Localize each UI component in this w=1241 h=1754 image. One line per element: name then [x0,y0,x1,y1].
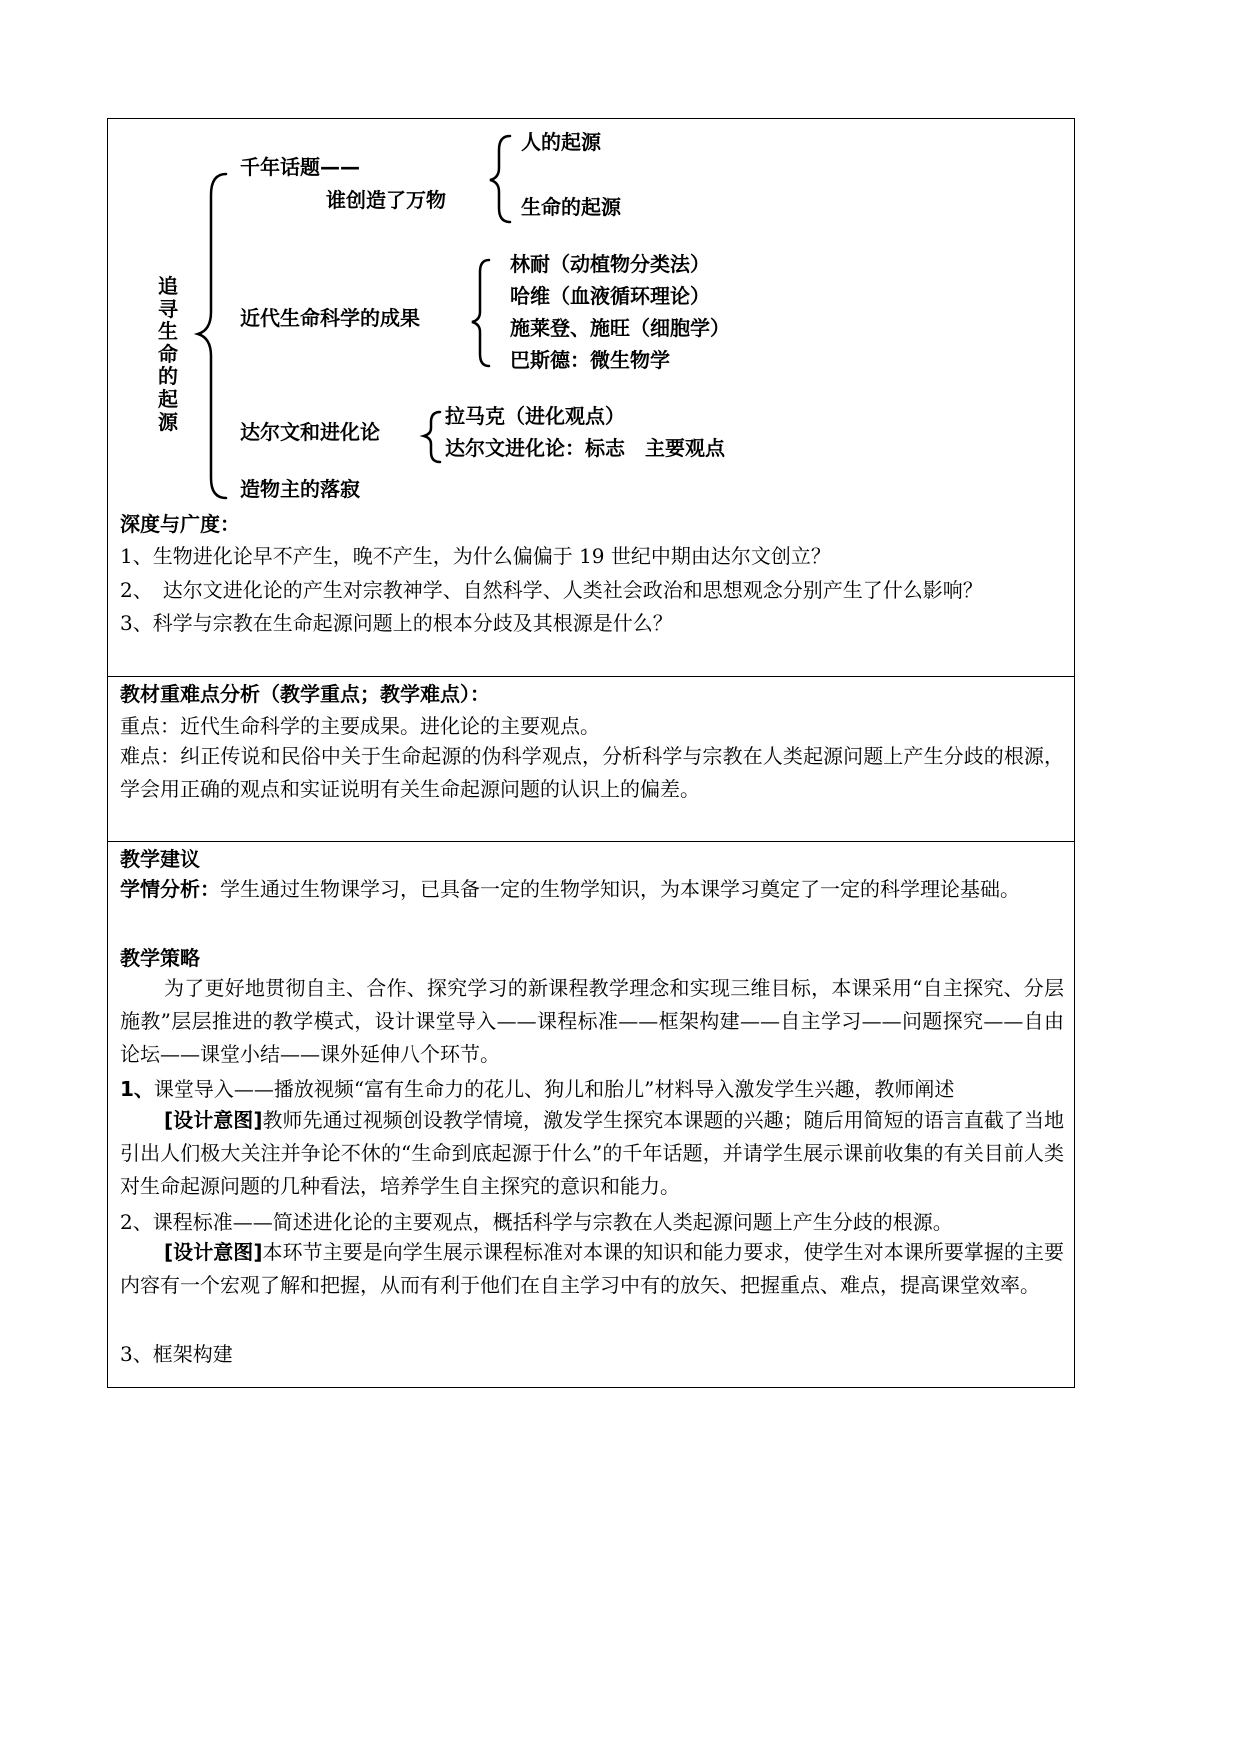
analysis-heading: 教材重难点分析（教学重点；教学难点）： [120,682,490,706]
design-label-1: [设计意图] [164,1108,263,1132]
branch1-item-1: 人的起源 [521,130,601,154]
branch3-item-1: 拉马克（进化观点） [445,404,625,428]
strategy-heading: 教学策略 [120,946,200,970]
suggestions-heading: 教学建议 [120,847,200,871]
design-text-2: 本环节主要是向学生展示课程标准对本课的知识和能力要求，使学生对本课所要掌握的主要内容有一个宏观了解和把握，从而有利于他们在自主学习中有的放矢、把握重点、难点，提高课堂效率。 [120,1240,1065,1297]
mindmap-root: 追寻生命的起源 [158,274,178,434]
situation-analysis [120,873,1064,906]
design-text-1: 教师先通过视频创设教学情境，激发学生探究本课题的兴趣；随后用简短的语言直截了当地引出人们极大关注并争论不休的“生命到底起源于什么”的千年话题，并请学生展示课前收集的有关目前人类对生命起源问题的几种看法，培养学生自主探究的意识和能力。 [120,1108,1065,1198]
branch3-item-2: 达尔文进化论：标志 主要观点 [445,436,725,460]
design-intent-2 [120,1236,1064,1302]
depth-item-3: 3、科学与宗教在生命起源问题上的根本分歧及其根源是什么？ [120,611,673,635]
analysis-difficult-point: 难点：纠正传说和民俗中关于生命起源的伪科学观点，分析科学与宗教在人类起源问题上产生分歧的根源，学会用正确的观点和实证说明有关生命起源问题的认识上的偏差。 [120,744,1064,801]
branch1-line2: 谁创造了万物 [326,188,446,212]
step-1-number: 1、 [120,1077,154,1101]
depth-item-1: 1、生物进化论早不产生，晚不产生，为什么偏偏于 19 世纪中期由达尔文创立？ [120,544,831,568]
depth-item-2: 2、 达尔文进化论的产生对宗教神学、自然科学、人类社会政治和思想观念分别产生了什么影响？ [120,578,983,602]
branch1-line1: 千年话题—— [240,155,360,179]
analysis-key-point: 重点：近代生命科学的主要成果。进化论的主要观点。 [120,714,600,738]
brace-2 [472,260,489,366]
branch2-item-2: 哈维（血液循环理论） [510,284,710,308]
branch2-item-4: 巴斯德：微生物学 [510,348,670,372]
branch2-item-3: 施莱登、施旺（细胞学） [510,316,730,340]
branch2-item-1: 林耐（动植物分类法） [510,252,710,276]
strategy-text: 为了更好地贯彻自主、合作、探究学习的新课程教学理念和实现三维目标，本课采用“自主探究、分层施教”层层推进的教学模式，设计课堂导入——课程标准——框架构建——自主学习——问题探究——自由论坛——课堂小结——课外延伸八个环节。 [120,976,1064,1066]
brace-3 [424,412,440,462]
situation-text: 学生通过生物课学习，已具备一定的生物学知识，为本课学习奠定了一定的科学理论基础。 [220,877,1020,901]
step-2: 2、课程标准——简述进化论的主要观点，概括科学与宗教在人类起源问题上产生分歧的根源。 [120,1210,953,1234]
root-brace [198,174,226,498]
branch4-label: 造物主的落寂 [240,477,360,501]
design-label-2: [设计意图] [164,1240,263,1264]
depth-heading: 深度与广度： [120,512,240,536]
brace-1 [490,136,510,222]
branch2-label: 近代生命科学的成果 [240,306,420,330]
step-1-text: 课堂导入——播放视频“富有生命力的花儿、狗儿和胎儿”材料导入激发学生兴趣，教师阐述 [153,1077,955,1101]
design-intent-1 [120,1104,1064,1203]
branch3-label: 达尔文和进化论 [240,420,380,444]
situation-label: 学情分析： [120,877,220,901]
branch1-item-2: 生命的起源 [521,195,621,219]
step-3: 3、框架构建 [120,1342,233,1366]
step-1 [120,1077,954,1101]
